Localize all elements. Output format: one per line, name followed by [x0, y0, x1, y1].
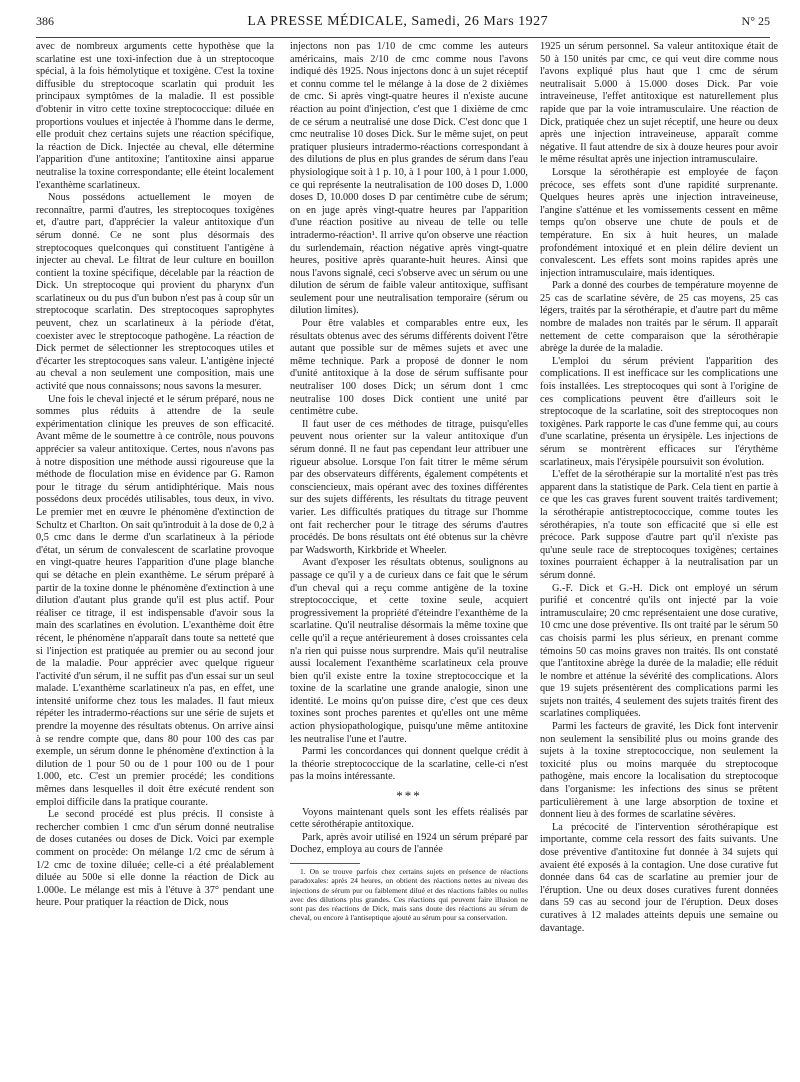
- paragraph: Le second procédé est plus précis. Il consiste à rechercher combien 1 cmc d'un sérum donné neutralise de doses cutanées ou doses de Dick. Voici par exemple comment on procède: On mélange 1/2 cmc de sérum à 1/2 cmc de toxine diluée; celle-ci a été préalablement diluée au 500e si elle donne la réaction de Dick au 1.000e. Le mélange est mis à l'étuve à 37° pendant une heure. Pour pratiquer la réaction de Dick, nous: [36, 809, 274, 909]
- paragraph: La précocité de l'intervention sérothérapique est importante, comme cela ressort des faits suivants. Une dose préventive d'antitoxine fut donnée à 34 sujets qui avaient été exposés à la contagion. Une dose curative fut donnée dans 64 cas de scarlatine au premier jour de l'éruption. Une ou deux doses curatives furent données dans 59 cas au second jour de l'éruption. Deux doses curatives à 12 malades atteints depuis une semaine ou davantage.: [540, 821, 778, 934]
- header-rule: [36, 37, 770, 38]
- paragraph: Parmi les concordances qui donnent quelque crédit à la théorie streptococcique de la scarlatine, celle-ci n'est pas la moins intéressante.: [290, 746, 528, 783]
- paragraph: 1925 un sérum personnel. Sa valeur antitoxique était de 50 à 150 unités par cmc, ce qui veut dire comme nous l'avons expliqué plus haut que 1 cmc de sérum neutralisait 5.000 à 15.000 doses Dick. Par voie intraveineuse, l'effet antitoxique est naturellement plus rapide que par la voie intramusculaire. Une réaction de Dick, pratiquée chez un sujet réceptif, une heure ou deux après une injection intraveineuse, apparaît comme négative. Il faut attendre de six à douze heures pour avoir le même résultat après une injection intramusculaire.: [540, 41, 778, 166]
- paragraph: Nous possédons actuellement le moyen de reconnaître, parmi d'autres, les streptocoques toxigènes et, d'autre part, d'apprécier la valeur antitoxique d'un sérum donné. Ce ne sont plus désormais des streptocoques quelconques qui constituent l'antigène à injecter au cheval. Le filtrat de leur culture en bouillon contient la toxine spécifique, décelable par la réaction de Dick. Un streptocoque qui provient du pharynx d'un scarlatineux ou du pus d'un bubon n'est pas à coup sûr un streptocoque scarlatin. Des streptocoques saprophytes peuvent, chez un scarlatineux à la période d'état, coexister avec le streptocoque pathogène. La réaction de Dick permet de sélectionner les streptocoques utiles et d'écarter les streptocoques sans valeur. L'antigène injecté au cheval a non seulement une composition, mais une activité que nous connaissons; nous savons la mesurer.: [36, 192, 274, 393]
- paragraph: Park a donné des courbes de température moyenne de 25 cas de scarlatine sévère, de 25 cas moyens, 25 cas légers, traités par la sérothérapie, et d'autre part du même nombre de malades non traités par le sérum. Il apparaît nettement de cette comparaison que la sérothérapie abrège la durée de la maladie.: [540, 280, 778, 355]
- masthead: LA PRESSE MÉDICALE, Samedi, 26 Mars 1927: [247, 14, 549, 29]
- issue-number: N° 25: [741, 14, 770, 28]
- paragraph: avec de nombreux arguments cette hypothèse que la scarlatine est une toxi-infection due à un streptocoque spécial, à la fois hémolytique et toxigène. C'est la toxine diffusible du streptocoque scarlatin qui produit les principaux symptômes de la maladie. Il est possible d'obtenir in vitro cette toxine streptococcique: diluée en proportions voulues et injectée à l'homme dans le derme, elle produit chez certains sujets une réaction spécifique, la réaction de Dick. Injectée au cheval, elle détermine l'apparition d'une antitoxine; l'antitoxine ainsi apparue neutralise la toxine correspondante; elle éteint localement l'exanthème scarlatineux.: [36, 41, 274, 191]
- footnote-rule: [290, 863, 360, 864]
- paragraph: Parmi les facteurs de gravité, les Dick font intervenir non seulement la sensibilité plus ou moins grande des sujets à la toxine streptococcique, non seulement la toxicité plus ou moins marquée du streptocoque pathogène, mais encore la localisation du streptocoque dans l'organisme: les infections des sinus se prêtent particulièrement à une large absorption de toxine et donnent lieu à des formes de scarlatine sévères.: [540, 721, 778, 821]
- paragraph: Une fois le cheval injecté et le sérum préparé, nous ne sommes plus réduits à attendre de la seule expérimentation clinique les preuves de son efficacité. Avant même de le soumettre à ce contrôle, nous pouvons apprécier sa valeur antitoxique. Certes, nous n'avons pas à notre disposition une méthode aussi rigoureuse que la méthode de floculation mise en évidence par G. Ramon pour le titrage du sérum antidiphtérique. Mais nous possédons deux procédés utilisables, tous deux, in vivo. Le premier met en œuvre le phénomène d'extinction de Schultz et Charlton. On sait qu'introduit à la dose de 0,2 à 0,5 cmc dans le derme d'un scarlatineux à la période d'état, un sérum de convalescent de scarlatine provoque en vingt-quatre heures l'apparition d'une plage blanche qui se détache en plein exanthème. Le sérum préparé à partir de la toxine donne le phénomène d'extinction à une dilution d'autant plus grande qu'il est plus actif. Pour réaliser ce titrage, il est indispensable d'avoir sous la main des scarlatines en évolution. L'exanthème doit être récent, le phénomène n'apparaît dans toute sa netteté que si l'injection est pratiquée au premier ou au second jour de la maladie. Pour apprécier avec quelque rigueur l'activité d'un sérum, il ne suffit pas d'un essai sur un seul malade. L'exanthème scarlatineux n'a pas, en effet, une intensité uniforme chez tous les malades. Il faut mieux répéter les intradermo-réactions sur une série de sujets et prendre la moyenne des résultats obtenus. On arrive ainsi à se rendre compte que, dans 80 pour 100 des cas par exemple, un sérum donne le phénomène d'extinction à la dilution de 1 pour 50 ou de 1 pour 100 ou de 1 pour 1.000, etc. C'est un premier procédé; les conditions mêmes dans lesquelles il doit être exécuté rendent son emploi difficile dans la pratique courante.: [36, 393, 274, 808]
- paragraph: Avant d'exposer les résultats obtenus, soulignons au passage ce qu'il y a de curieux dans ce fait que le sérum d'un cheval qui a reçu comme antigène de la toxine streptococcique, et cette toxine seule, acquiert progressivement la propriété d'éteindre l'exanthème de la scarlatine. Qu'il neutralise désormais la même toxine que celle qu'il a reçue antérieurement à doses croissantes cela n'a rien qui puisse nous surprendre. Mais qu'il neutralise aussi localement l'exanthème scarlatineux cela prouve bien qu'il existe entre la toxine streptococcique et la toxine de la scarlatine une grande analogie, sinon une identité. Le moins qu'on puisse dire, c'est que ces deux toxines sont proches parentes et qu'elles ont une même action physiopathologique, puisqu'une même antitoxine les neutralise l'une et l'autre.: [290, 557, 528, 745]
- column-3: [540, 41, 778, 935]
- column-1: [36, 41, 274, 910]
- paragraph: L'effet de la sérothérapie sur la mortalité n'est pas très apparent dans la statistique de Park. Cela tient en partie à ce que les cas graves furent souvent traités tardivement; la sérothérapie antistreptococcique, comme toutes les sérothérapies, n'a toute son efficacité que si elle est précoce. Park suppose d'autre part qu'il n'existe pas qu'une seule race de streptocoques toxigènes; certaines toxines pourraient échapper à la neutralisation par un sérum donné.: [540, 469, 778, 581]
- paragraph: Voyons maintenant quels sont les effets réalisés par cette sérothérapie antitoxique.: [290, 806, 528, 831]
- page-number: 386: [36, 14, 54, 28]
- paragraph: injectons non pas 1/10 de cmc comme les auteurs américains, mais 2/10 de cmc comme nous l'avons indiqué dès 1925. Nous injectons donc à un sujet réceptif et connu comme tel le mélange à la dose de 2 dixièmes de cmc. Si après vingt-quatre heures il n'existe aucune réaction au point d'injection, c'est que 1 dixième de cmc de ce sérum a neutralisé une dose Dick. C'est donc que 1 cmc neutralise 10 doses Dick. Sur le même sujet, on peut pratiquer plusieurs intradermo-réactions correspondant à des dilutions de plus en plus grandes de sérum dans l'eau physiologique soit à 1 p. 10, à 1 pour 100, à 1 pour 1.000, ce qui représente la neutralisation de 100 doses D, 1.000 doses D, 10.000 doses D par centimètre cube de sérum; on en juge après vingt-quatre heures par l'apparition d'une réaction positive au niveau de telle ou telle intradermo-réaction¹. Il arrive qu'on observe une réaction du surlendemain, réaction négative après vingt-quatre heures, positive après quarante-huit heures. Ainsi que nous l'avons signalé, ceci s'observe avec un sérum ou une dilution de sérum de faible valeur antitoxique, suffisant seulement pour une neutralisation temporaire (sérum ou dilution limites).: [290, 41, 528, 317]
- paragraph: G.-F. Dick et G.-H. Dick ont employé un sérum purifié et concentré qu'ils ont injecté par la voie intramusculaire; 20 cmc représentaient une dose curative, 10 cmc une dose préventive. Ils ont traité par le sérum 50 cas choisis parmi les plus sérieux, en prenant comme témoins 50 cas moins graves non traités. Ils ont constaté que l'antitoxine abrège la durée de la maladie; elle réduit le nombre et atténue la sévérité des complications. Alors que 19 sujets présentèrent des complications parmi les sujets non traités, 4 seulement des sujets traités firent des scarlatines compliquées.: [540, 582, 778, 720]
- paragraph: Il faut user de ces méthodes de titrage, puisqu'elles peuvent nous orienter sur la valeur antitoxique d'un sérum donné. Il ne faut pas cependant leur attribuer une rigueur absolue. Lorsque l'on fait titrer le même sérum par des observateurs différents, également compétents et consciencieux, mais opérant avec des toxines différentes sur des sujets différents, les résultats du titrage peuvent varier. Les difficultés pratiques du titrage sur l'homme ont fait rechercher pour le titrage des sérums d'autres procédés. De bons résultats ont été obtenus sur la chèvre par Wadsworth, Kirkbride et Wheeler.: [290, 418, 528, 556]
- column-2: [290, 41, 528, 923]
- section-separator: ***: [396, 788, 422, 804]
- page-header: [36, 14, 770, 36]
- paragraph: Park, après avoir utilisé en 1924 un sérum préparé par Dochez, employa au cours de l'année: [290, 831, 528, 856]
- paragraph: Pour être valables et comparables entre eux, les résultats obtenus avec des sérums différents doivent l'être autant que possible sur de mêmes sujets et avec une même technique. Park a proposé de donner le nom d'unité antitoxique à la dose de sérum suffisante pour neutraliser 100 doses Dick; un sérum dont 1 cmc neutralise 100 doses Dick contient une unité par centimètre cube.: [290, 318, 528, 418]
- paragraph: Lorsque la sérothérapie est employée de façon précoce, ses effets sont d'une rapidité surprenante. Quelques heures après une injection intraveineuse, l'angine s'atténue et les vomissements cessent en même temps qu'on observe une chute de pouls et de température. En six à huit heures, un malade profondément intoxiqué et en plein délire devient un convalescent. Les effets sont moins rapides après une injection intramusculaire, mais identiques.: [540, 166, 778, 279]
- paragraph: L'emploi du sérum prévient l'apparition des complications. Il est inefficace sur les complications une fois installées. Les streptocoques qui sont à l'origine de ces complications peuvent être d'ailleurs soit le streptocoque de la scarlatine, soit des streptocoques non toxigènes. Park rapporte le cas d'une femme qui, au cours d'une scarlatine, présenta un érysipèle. Les injections de sérum se montrèrent efficaces sur l'érythème scarlatineux, mais l'érysipèle poursuivit son évolution.: [540, 355, 778, 468]
- footnote: 1. On se trouve parfois chez certains sujets en présence de réactions paradoxales: après 24 heures, on obtient des réactions nettes au niveau des injections de sérum pur ou faiblement dilué et des réactions faibles ou nulles avec des dilutions plus grandes. Ces réactions qui peuvent faire illusion ne sont pas des réactions de Dick, mais sans doute des réactions au sérum de cheval, ou encore à l'antiseptique ajouté au sérum pour sa conservation.: [290, 867, 528, 923]
